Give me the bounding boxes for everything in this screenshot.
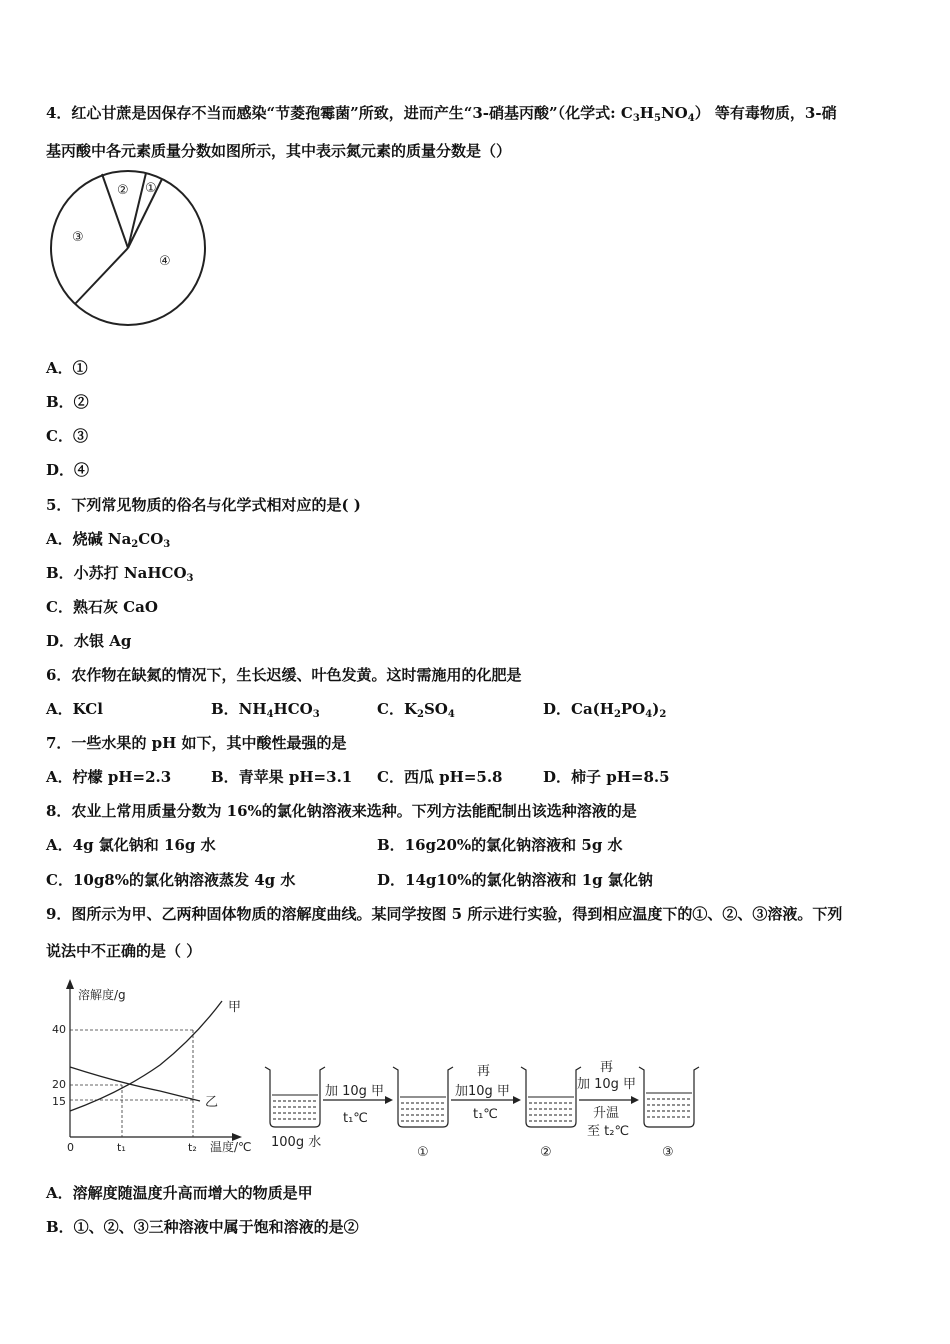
arrow-2-head [513,1096,521,1104]
q7-option-b: B．青苹果 pH=3.1 [211,768,353,786]
step3-heat: 升温 [593,1106,620,1121]
curve-jia-label: 甲 [228,1000,242,1015]
step1-add: 加 10g 甲 [325,1084,385,1099]
q6-stem: 6．农作物在缺氮的情况下，生长迟缓、叶色发黄。这时需施用的化肥是 [46,666,522,684]
step2-temp: t₁℃ [473,1107,498,1122]
pie-label-3: ③ [72,230,84,245]
q5-option-a: A．烧碱 $Na_2CO_3$ [46,530,171,550]
q9-stem-line2: 说法中不正确的是（ ） [46,942,202,960]
q5-stem: 5．下列常见物质的俗名与化学式相对应的是( ) [46,496,361,514]
q5-option-b: B．小苏打 NaHCO$_3$ [46,564,194,584]
pie-chart [45,165,215,335]
q8-option-b: B．16g20%的氯化钠溶液和 5g 水 [377,836,623,854]
y-tick-40: 40 [52,1023,66,1036]
beaker-label-1: ① [417,1145,429,1160]
beaker-2 [521,1067,581,1127]
x-tick-0: 0 [67,1141,74,1154]
q4-stem-line2: 基丙酸中各元素质量分数如图所示，其中表示氮元素的质量分数是（） [46,142,512,160]
pie-label-4: ④ [159,254,171,269]
q9-option-a: A．溶解度随温度升高而增大的物质是甲 [46,1184,313,1202]
q4-option-a: A．① [46,359,88,377]
q4-stem-line1: 4．红心甘蔗是因保存不当而感染“节菱孢霉菌”所致，进而产生“3-硝基丙酸”（化学式: $C_3H_5NO_4$） 等有毒物质，3-硝 [46,104,837,124]
x-axis-label: 温度/℃ [210,1140,252,1154]
step1-temp: t₁℃ [343,1111,368,1126]
y-tick-20: 20 [52,1078,66,1091]
q4-option-d: D．④ [46,461,90,479]
curve-yi [70,1067,200,1101]
q5-option-d: D．水银 Ag [46,632,132,650]
q7-option-a: A．柠檬 pH=2.3 [46,768,172,786]
beaker-3 [639,1067,699,1127]
q6-option-b: B．$NH_4HCO_3$ [211,700,320,720]
arrow-3-head [631,1096,639,1104]
arrow-1-head [385,1096,393,1104]
step3-temp: 至 t₂℃ [587,1124,630,1139]
q8-option-d: D．14g10%的氯化钠溶液和 1g 氯化钠 [377,871,653,889]
q6-option-a: A．KCl [46,700,103,718]
pie-label-2: ② [117,183,129,198]
water-label: 100g 水 [271,1135,322,1150]
beaker-label-3: ③ [662,1145,674,1160]
curve-jia [70,1001,222,1111]
experiment-process [255,1045,715,1170]
x-tick-t2: t₂ [188,1141,197,1154]
step2-again: 再 [477,1064,491,1079]
pie-divider [75,248,128,304]
q7-option-d: D．柿子 pH=8.5 [543,768,670,786]
beaker-1 [393,1067,453,1127]
q8-option-a: A．4g 氯化钠和 16g 水 [46,836,216,854]
step3-add: 加 10g 甲 [577,1077,637,1092]
q9-option-b: B．①、②、③三种溶液中属于饱和溶液的是② [46,1218,359,1236]
q6-option-c: C．$K_2SO_4$ [377,700,455,720]
pie-label-1: ① [145,181,157,196]
curve-yi-label: 乙 [205,1095,219,1110]
step3-again: 再 [600,1060,614,1075]
solubility-graph [40,975,260,1160]
q5-option-c: C．熟石灰 CaO [46,598,158,616]
pie-divider [128,173,146,248]
q8-stem: 8．农业上常用质量分数为 16%的氯化钠溶液来选种。下列方法能配制出该选种溶液的是 [46,802,637,820]
q6-option-d: D．$Ca(H_2PO_4)_2$ [543,700,667,720]
q9-stem-line1: 9．图所示为甲、乙两种固体物质的溶解度曲线。某同学按图 5 所示进行实验，得到相应温度下的①、②、③溶液。下列 [46,905,843,923]
q4-option-c: C．③ [46,427,88,445]
q7-stem: 7．一些水果的 pH 如下，其中酸性最强的是 [46,734,347,752]
q8-option-c: C．10g8%的氯化钠溶液蒸发 4g 水 [46,871,296,889]
y-axis-arrow [66,979,74,989]
beaker-label-2: ② [540,1145,552,1160]
y-tick-15: 15 [52,1095,66,1108]
y-axis-label: 溶解度/g [78,988,126,1002]
q4-option-b: B．② [46,393,89,411]
x-tick-t1: t₁ [117,1141,126,1154]
beaker-water [265,1067,325,1127]
step2-add: 加10g 甲 [455,1084,510,1099]
q7-option-c: C．西瓜 pH=5.8 [377,768,503,786]
